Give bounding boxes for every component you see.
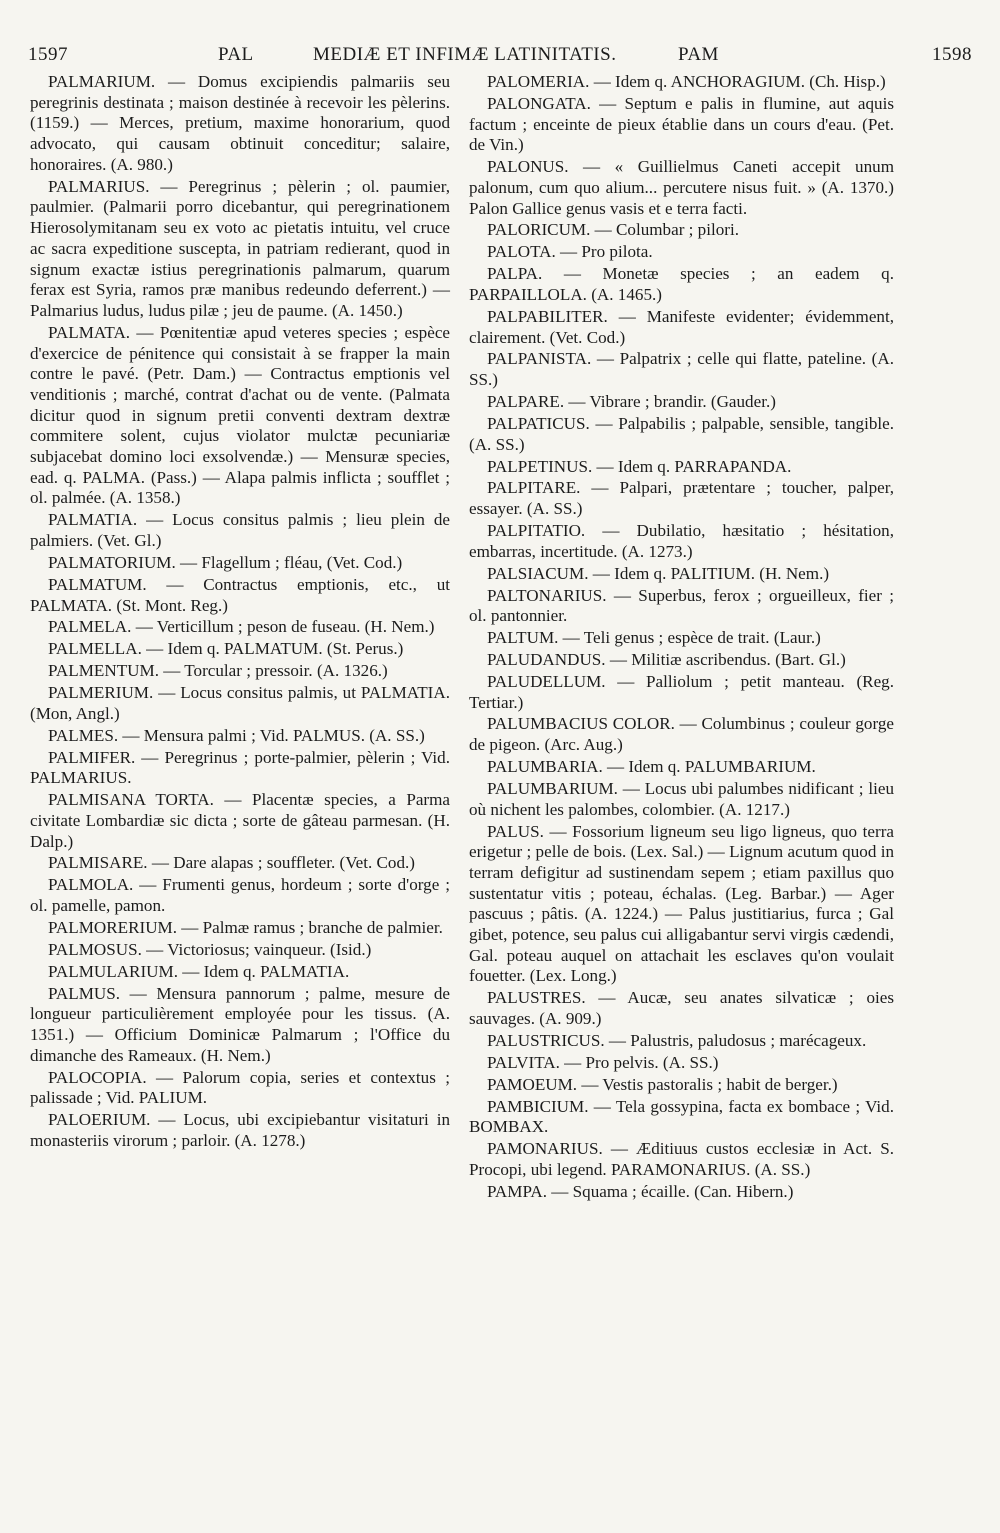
dictionary-entry: PALPETINUS. — Idem q. PARRAPANDA. (487, 456, 792, 476)
dictionary-entry: PALUMBARIA. — Idem q. PALUMBARIUM. (487, 757, 816, 777)
dictionary-entry: PALTONARIUS. — Superbus, ferox ; orgueilleux, fier ; ol. pantonnier. (469, 585, 894, 626)
dictionary-entry: PALOERIUM. — Locus, ubi excipiebantur visitaturi in monasteriis virorum ; parloir. (A. 1278.) (30, 1110, 450, 1150)
dictionary-entry: PALMENTUM. — Torcular ; pressoir. (A. 1326.) (48, 661, 388, 681)
dictionary-entry: PALMORERIUM. — Palmæ ramus ; branche de palmier. (48, 917, 443, 937)
dictionary-entry: PALPA. — Monetæ species ; an eadem q. PARPAILLOLA. (A. 1465.) (469, 264, 894, 304)
dictionary-entry: PALMOLA. — Frumenti genus, hordeum ; sorte d'orge ; ol. pamelle, pamon. (30, 875, 450, 916)
dictionary-entry: PALMATIA. — Locus consitus palmis ; lieu plein de palmiers. (Vet. Gl.) (30, 510, 450, 551)
dictionary-entry: PAMPA. — Squama ; écaille. (Can. Hibern.) (487, 1181, 794, 1201)
dictionary-entry: PALMELLA. — Idem q. PALMATUM. (St. Perus.) (48, 639, 404, 659)
dictionary-entry: PALOTA. — Pro pilota. (487, 242, 653, 262)
dictionary-entry: PALUDELLUM. — Palliolum ; petit manteau. (Reg. Tertiar.) (469, 671, 894, 712)
dictionary-entry: PALUSTRICUS. — Palustris, paludosus ; marécageux. (487, 1030, 867, 1050)
dictionary-entry: PALMATUM. — Contractus emptionis, etc., ut PALMATA. (St. Mont. Reg.) (30, 574, 450, 615)
page-header (28, 44, 972, 66)
dictionary-entry: PALMULARIUM. — Idem q. PALMATIA. (48, 961, 350, 981)
dictionary-entry: PALMES. — Mensura palmi ; Vid. PALMUS. (A. SS.) (48, 725, 425, 745)
dictionary-entry: PALMELA. — Verticillum ; peson de fuseau. (H. Nem.) (48, 617, 435, 637)
dictionary-entry: PALPANISTA. — Palpatrix ; celle qui flatte, pateline. (A. SS.) (469, 349, 894, 390)
dictionary-entry: PALUMBACIUS COLOR. — Columbinus ; couleur gorge de pigeon. (Arc. Aug.) (469, 714, 894, 755)
dictionary-entry: PAMONARIUS. — Æditiuus custos ecclesiæ in Act. S. Procopi, ubi legend. PARAMONARIUS. (A. SS.) (469, 1139, 894, 1179)
dictionary-entry: PALPITARE. — Palpari, prætentare ; toucher, palper, essayer. (A. SS.) (469, 478, 894, 519)
dictionary-entry: PALMISARE. — Dare alapas ; souffleter. (Vet. Cod.) (48, 853, 415, 873)
left-page-number: 1597 (28, 44, 68, 65)
dictionary-entry: PALOMERIA. — Idem q. ANCHORAGIUM. (Ch. Hisp.) (487, 72, 886, 91)
dictionary-entry: PALMIFER. — Peregrinus ; porte-palmier, pèlerin ; Vid. PALMARIUS. (30, 747, 450, 788)
right-column (469, 72, 894, 1204)
dictionary-entry: PALUDANDUS. — Militiæ ascribendus. (Bart. Gl.) (487, 649, 846, 669)
dictionary-entry: PALTUM. — Teli genus ; espèce de trait. (Laur.) (487, 628, 821, 648)
dictionary-entry: PALMOSUS. — Victoriosus; vainqueur. (Isid.) (48, 939, 372, 959)
dictionary-entry: PALMARIUS. — Peregrinus ; pèlerin ; ol. paumier, paulmier. (Palmarii porro dicebantur, qui peregrinationem Hierosolymitanam seu ex voto ac pietatis intuitu, vel cruce ac sacra expeditione suscepta, in patriam redierant, quod in signum exactæ istius peregrinationis palmarum, quarum ferax est Syria, ramos præ manibus redeundo deferrent.) — Palmarius ludus, ludus pilæ ; jeu de paume. (A. 1450.) (30, 176, 450, 320)
dictionary-entry: PALONGATA. — Septum e palis in flumine, aut aquis factum ; enceinte de pieux établie dans un cours d'eau. (Pet. de Vin.) (469, 93, 894, 155)
dictionary-entry: PALMUS. — Mensura pannorum ; palme, mesure de longueur particulièrement employée pour les tissus. (A. 1351.) — Officium Dominicæ Palmarum ; l'Office du dimanche des Rameaux. (H. Nem.) (30, 983, 450, 1065)
dictionary-entry: PALUMBARIUM. — Locus ubi palumbes nidificant ; lieu où nichent les palombes, colombier. (A. 1217.) (469, 778, 894, 819)
right-running-head: PAM (678, 44, 719, 65)
left-column (30, 72, 450, 1153)
dictionary-entry: PALSIACUM. — Idem q. PALITIUM. (H. Nem.) (487, 563, 830, 583)
right-page-number: 1598 (932, 44, 972, 65)
dictionary-entry: PAMBICIUM. — Tela gossypina, facta ex bombace ; Vid. BOMBAX. (469, 1096, 894, 1137)
dictionary-entry: PALORICUM. — Columbar ; pilori. (487, 220, 739, 240)
dictionary-entry: PALVITA. — Pro pelvis. (A. SS.) (487, 1052, 719, 1072)
dictionary-entry: PALUSTRES. — Aucæ, seu anates silvaticæ ; oies sauvages. (A. 909.) (469, 988, 894, 1029)
running-title: MEDIÆ ET INFIMÆ LATINITATIS. (313, 44, 617, 65)
dictionary-entry: PALUS. — Fossorium ligneum seu ligo ligneus, quo terra erigetur ; pelle de bois. (Lex. Sal.) — Lignum acutum quod in terram defigitur ad sustinendam sepem ; etiam paxillus quo sustentatur vitis ; poteau, échalas. (Leg. Barbar.) — Ager pascuus ; pâtis. (A. 1224.) — Palus justitiarius, furca ; Gal gibet, potence, seu palus cui alligabantur servi virgis cædendi, Gal. poteau auquel on attachait les esclaves qu'on voulait fouetter. (Lex. Long.) (469, 821, 894, 986)
dictionary-entry: PALPATICUS. — Palpabilis ; palpable, sensible, tangible. (A. SS.) (469, 413, 894, 454)
dictionary-entry: PALPABILITER. — Manifeste evidenter; évidemment, clairement. (Vet. Cod.) (469, 306, 894, 347)
dictionary-entry: PAMOEUM. — Vestis pastoralis ; habit de berger.) (487, 1074, 838, 1094)
dictionary-entry: PALONUS. — « Guillielmus Caneti accepit unum palonum, cum quo alium... percutere nisus fuit. » (A. 1370.) Palon Gallice genus vasis et e terra facti. (469, 157, 894, 218)
dictionary-entry: PALMISANA TORTA. — Placentæ species, a Parma civitate Lombardiæ sic dicta ; sorte de gâteau parmesan. (H. Dalp.) (30, 790, 450, 851)
dictionary-entry: PALMATORIUM. — Flagellum ; fléau, (Vet. Cod.) (48, 552, 403, 572)
left-running-head: PAL (218, 44, 254, 65)
dictionary-entry: PALMARIUM. — Domus excipiendis palmariis seu peregrinis destinata ; maison destinée à recevoir les pèlerins. (1159.) — Merces, pretium, maxime honorarium, quod advocato, qui causam obtinuit conceditur; salaire, honoraires. (A. 980.) (30, 72, 450, 174)
dictionary-entry: PALMATA. — Pœnitentiæ apud veteres species ; espèce d'exercice de pénitence qui consistait à se frapper la main contre le pavé. (Petr. Dam.) — Contractus emptionis vel venditionis ; marché, contrat d'achat ou de vente. (Palmata dicitur quod in signum pretii conventi dextram dextræ commitere solent, cujus violator mulctæ pecuniariæ subjacebat domino loci exsolvendæ.) — Mensuræ species, ead. q. PALMA. (Pass.) — Alapa palmis inflicta ; soufflet ; ol. palmée. (A. 1358.) (30, 322, 450, 508)
dictionary-entry: PALMERIUM. — Locus consitus palmis, ut PALMATIA. (Mon, Angl.) (30, 683, 450, 723)
dictionary-entry: PALPARE. — Vibrare ; brandir. (Gauder.) (487, 392, 776, 412)
dictionary-entry: PALOCOPIA. — Palorum copia, series et contextus ; palissade ; Vid. PALIUM. (30, 1067, 450, 1108)
dictionary-entry: PALPITATIO. — Dubilatio, hæsitatio ; hésitation, embarras, incertitude. (A. 1273.) (469, 521, 894, 561)
